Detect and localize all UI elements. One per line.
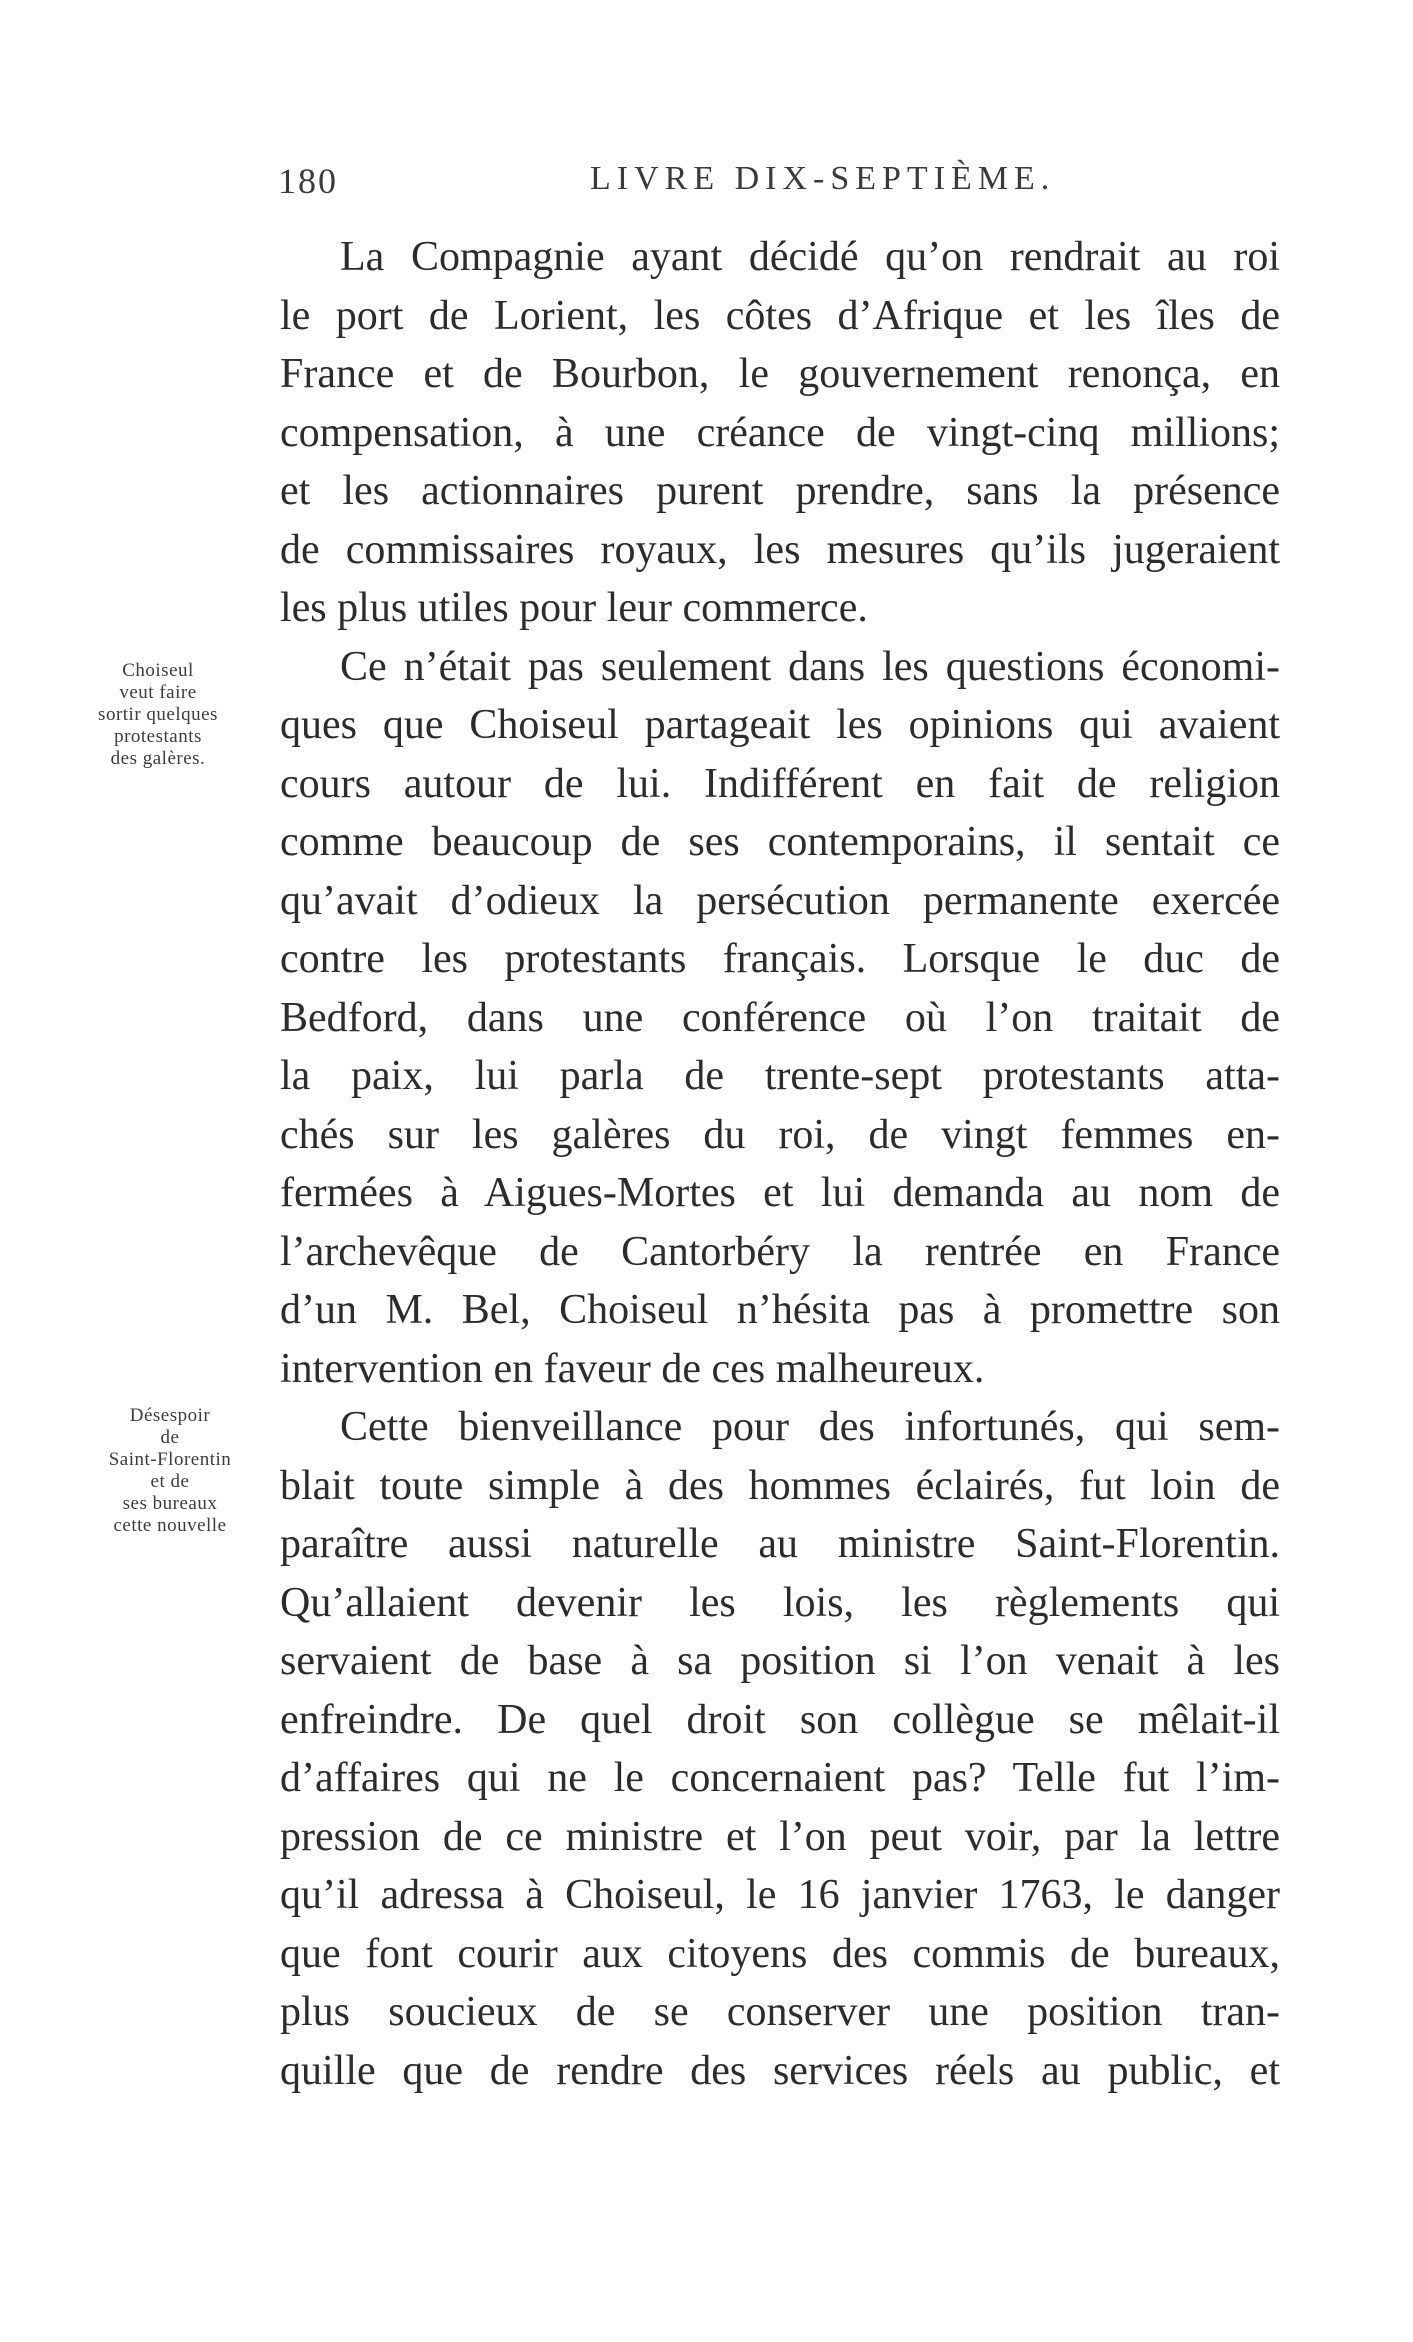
text-line: servaient de base à sa position si l’on venait à les [280,1638,1280,1684]
body-text [280,228,1280,2100]
text-line: plus soucieux de se conserver une position tran- [280,1989,1280,2035]
text-line: Cette bienveillance pour des infortunés, qui sem- [340,1404,1280,1450]
text-line: Bedford, dans une conférence où l’on traitait de [280,994,1280,1041]
margin-note-line: protestants [114,726,202,747]
text-line: contre les protestants français. Lorsque le duc de [280,936,1280,982]
text-line: quille que de rendre des services réels au public, et [280,2047,1280,2094]
text-line: enfreindre. De quel droit son collègue se mêlait-il [280,1696,1280,1743]
margin-note-line: veut faire [119,682,197,703]
text-line: La Compagnie ayant décidé qu’on rendrait au roi [340,234,1280,280]
text-line: les plus utiles pour leur commerce. [280,585,868,631]
text-line: qu’il adressa à Choiseul, le 16 janvier 1763, le danger [280,1872,1280,1918]
text-line: blait toute simple à des hommes éclairés, fut loin de [280,1462,1280,1509]
margin-note-line: cette nouvelle [113,1515,227,1536]
margin-note-line: des galères. [110,748,206,769]
text-line: Qu’allaient devenir les lois, les règlements qui [280,1579,1280,1626]
text-line: cours autour de lui. Indifférent en fait de religion [280,760,1280,807]
text-line: l’archevêque de Cantorbéry la rentrée en France [280,1228,1280,1275]
text-line: France et de Bourbon, le gouvernement renonça, en [280,351,1280,397]
text-line: que font courir aux citoyens des commis de bureaux, [280,1930,1280,1977]
margin-note-line: de [160,1427,180,1448]
margin-note-line: Choiseul [122,660,194,681]
text-line: la paix, lui parla de trente-sept protestants atta- [280,1053,1280,1099]
text-line: qu’avait d’odieux la persécution permanente exercée [280,877,1280,924]
page-number: 180 [278,161,338,201]
text-line: chés sur les galères du roi, de vingt femmes en- [280,1111,1280,1158]
margin-note-choiseul [68,660,248,770]
margin-note-line: et de [150,1471,190,1492]
margin-note-line: sortir quelques [98,704,218,725]
text-line: et les actionnaires purent prendre, sans la présence [280,468,1280,514]
text-line: fermées à Aigues-Mortes et lui demanda au nom de [280,1170,1280,1216]
text-line: pression de ce ministre et l’on peut voir, par la lettre [280,1813,1280,1860]
text-line: paraître aussi naturelle au ministre Saint-Florentin. [280,1521,1280,1567]
margin-note-line: Désespoir [129,1405,211,1426]
margin-note-line: ses bureaux [122,1493,218,1514]
text-line: comme beaucoup de ses contemporains, il sentait ce [280,819,1280,865]
text-line: Ce n’était pas seulement dans les questions économi- [340,643,1280,690]
text-line: compensation, à une créance de vingt-cinq millions; [280,409,1280,456]
text-line: le port de Lorient, les côtes d’Afrique et les îles de [280,292,1280,339]
text-line: d’affaires qui ne le concernaient pas? Telle fut l’im- [280,1755,1280,1801]
margin-note-line: Saint-Florentin [108,1449,232,1470]
text-line: de commissaires royaux, les mesures qu’ils jugeraient [280,526,1280,573]
text-line: d’un M. Bel, Choiseul n’hésita pas à promettre son [280,1287,1280,1333]
margin-note-desespoir [80,1405,260,1537]
text-line: ques que Choiseul partageait les opinions qui avaient [280,702,1280,748]
text-line: intervention en faveur de ces malheureux. [280,1345,985,1392]
running-head: LIVRE DIX-SEPTIÈME. [590,160,1056,197]
page-header [0,160,1413,210]
